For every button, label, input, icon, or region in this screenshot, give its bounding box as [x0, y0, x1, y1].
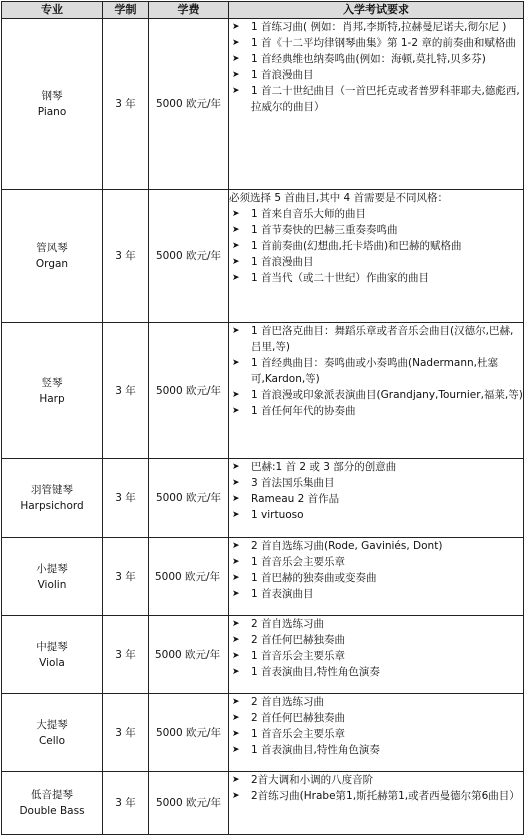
- major-name-en: Double Bass: [19, 805, 85, 817]
- requirement-text: 1 首音乐会主要乐章: [251, 650, 346, 662]
- arrow-bullet-icon: ➤: [232, 713, 240, 723]
- arrow-bullet-icon: ➤: [232, 541, 240, 551]
- requirement-item: [229, 387, 523, 403]
- major-name-en: Viola: [39, 656, 65, 669]
- requirement-item: [229, 206, 523, 222]
- requirement-text: 1 首《十二平均律钢琴曲集》第 1-2 章的前奏曲和赋格曲: [251, 37, 516, 49]
- fee-cell: 5000 欧元/年: [149, 694, 229, 772]
- requirement-text: Rameau 2 首作品: [251, 493, 340, 505]
- fee-cell: 5000 欧元/年: [149, 19, 229, 190]
- requirement-text: 1 首前奏曲(幻想曲,托卡塔曲)和巴赫的赋格曲: [251, 240, 462, 252]
- requirements-cell: [229, 694, 524, 772]
- requirement-item: [229, 507, 523, 523]
- major-cell: [2, 538, 103, 616]
- arrow-bullet-icon: ➤: [232, 745, 240, 755]
- major-name-zh: 竖琴: [41, 376, 63, 389]
- arrow-bullet-icon: ➤: [232, 38, 240, 48]
- arrow-bullet-icon: ➤: [232, 257, 240, 267]
- requirement-text: 2首大调和小调的八度音阶: [251, 774, 374, 786]
- arrow-bullet-icon: ➤: [232, 697, 240, 707]
- requirement-item: [229, 475, 523, 491]
- requirement-text: 2首练习曲(Hrabe第1,斯托赫第1,或者西曼德尔第6曲目）: [251, 790, 520, 802]
- requirement-item: [229, 238, 523, 254]
- requirement-text: 1 首浪漫曲目: [251, 69, 314, 81]
- major-cell: [2, 323, 103, 459]
- years-cell: 3 年: [103, 694, 149, 772]
- requirements-cell: [229, 19, 524, 190]
- arrow-bullet-icon: ➤: [232, 209, 240, 219]
- requirement-item: [229, 710, 523, 726]
- major-name-en: Cello: [38, 734, 66, 747]
- major-cell: [2, 616, 103, 694]
- arrow-bullet-icon: ➤: [232, 225, 240, 235]
- requirement-item: [229, 788, 523, 804]
- requirement-text: 1 首浪漫曲目: [251, 256, 314, 268]
- table-row: [2, 616, 524, 694]
- fee-cell: 5000 欧元/年: [149, 616, 229, 694]
- requirement-text: 1 首浪漫或印象派表演曲目(Grandjany,Tournier,福莱,等): [251, 389, 523, 401]
- arrow-bullet-icon: ➤: [232, 557, 240, 567]
- arrow-bullet-icon: ➤: [232, 273, 240, 283]
- requirement-text: 2 首自选练习曲: [251, 618, 325, 630]
- requirement-text: 1 首巴赫的独奏曲或变奏曲: [251, 572, 377, 584]
- requirement-text: 1 首来自音乐大师的曲目: [251, 208, 367, 220]
- major-name-en: Violin: [37, 578, 67, 591]
- requirement-text: 1 首经典维也纳奏鸣曲(例如：海顿,莫扎特,贝多芬): [251, 53, 486, 65]
- table-row: [2, 19, 524, 190]
- requirement-text: 1 首表演曲目: [251, 588, 314, 600]
- table-row: [2, 323, 524, 459]
- requirements-cell: [229, 190, 524, 323]
- requirement-text: 巴赫:1 首 2 或 3 部分的创意曲: [251, 461, 397, 473]
- table-row: [2, 190, 524, 323]
- arrow-bullet-icon: ➤: [232, 390, 240, 400]
- requirement-item: [229, 632, 523, 648]
- major-name-zh: 羽管键琴: [31, 484, 73, 496]
- years-cell: 3 年: [103, 19, 149, 190]
- arrow-bullet-icon: ➤: [232, 589, 240, 599]
- years-cell: 3 年: [103, 616, 149, 694]
- major-name-en: Organ: [35, 258, 69, 270]
- requirement-item: [229, 616, 523, 632]
- requirement-text: 2 首任何巴赫独奏曲: [251, 712, 346, 724]
- table-row: [2, 694, 524, 772]
- arrow-bullet-icon: ➤: [232, 651, 240, 661]
- major-name-en: Harp: [39, 392, 65, 405]
- requirement-item: [229, 538, 523, 554]
- arrow-bullet-icon: ➤: [232, 775, 240, 785]
- major-name-en: Harpsichord: [20, 500, 84, 512]
- requirement-text: 1 首巴洛克曲目：舞蹈乐章或者音乐会曲目(汉德尔,巴赫,吕里,等): [251, 325, 514, 353]
- arrow-bullet-icon: ➤: [232, 635, 240, 645]
- requirement-item: [229, 491, 523, 507]
- requirement-note: 必须选择 5 首曲目,其中 4 首需要是不同风格：: [229, 192, 449, 204]
- requirements-cell: [229, 459, 524, 538]
- requirement-item: [229, 694, 523, 710]
- requirement-text: 1 首二十世纪曲目（一首巴托克或者普罗科菲耶夫,德彪西,拉威尔的曲目）: [251, 85, 520, 113]
- requirements-cell: [229, 323, 524, 459]
- major-cell: [2, 459, 103, 538]
- requirement-text: 1 首任何年代的协奏曲: [251, 405, 356, 417]
- requirement-item: [229, 83, 523, 115]
- fee-cell: 5000 欧元/年: [149, 538, 229, 616]
- major-name-zh: 大提琴: [36, 718, 68, 731]
- major-name-zh: 管风琴: [36, 242, 68, 254]
- arrow-bullet-icon: ➤: [232, 510, 240, 520]
- requirement-item: [229, 35, 523, 51]
- requirement-item: [229, 323, 523, 355]
- requirement-item: [229, 51, 523, 67]
- arrow-bullet-icon: ➤: [232, 70, 240, 80]
- requirement-item: [229, 648, 523, 664]
- requirement-text: 1 首节奏快的巴赫三重奏奏鸣曲: [251, 224, 398, 236]
- arrow-bullet-icon: ➤: [232, 478, 240, 488]
- years-cell: 3 年: [103, 190, 149, 323]
- admission-requirements-table: [1, 1, 524, 835]
- arrow-bullet-icon: ➤: [232, 667, 240, 677]
- major-name-en: Piano: [37, 106, 67, 118]
- arrow-bullet-icon: ➤: [232, 358, 240, 368]
- requirement-text: 2 首任何巴赫独奏曲: [251, 634, 346, 646]
- requirement-item: [229, 355, 523, 387]
- requirement-text: 1 首音乐会主要乐章: [251, 728, 346, 740]
- requirement-item: [229, 554, 523, 570]
- arrow-bullet-icon: ➤: [232, 326, 240, 336]
- requirements-cell: [229, 616, 524, 694]
- table-row: [2, 459, 524, 538]
- fee-cell: 5000 欧元/年: [149, 772, 229, 835]
- arrow-bullet-icon: ➤: [232, 494, 240, 504]
- requirement-text: 1 首当代（或二十世纪）作曲家的曲目: [251, 272, 430, 284]
- arrow-bullet-icon: ➤: [232, 241, 240, 251]
- requirement-text: 2 首自选练习曲: [251, 696, 325, 708]
- header-requirements: 入学考试要求: [229, 2, 524, 19]
- years-cell: 3 年: [103, 538, 149, 616]
- fee-cell: 5000 欧元/年: [149, 323, 229, 459]
- requirement-text: 1 首表演曲目,特性角色演奏: [251, 744, 380, 756]
- years-cell: 3 年: [103, 772, 149, 835]
- major-cell: [2, 190, 103, 323]
- requirements-cell: [229, 772, 524, 835]
- requirement-text: 1 首表演曲目,特性角色演奏: [251, 666, 380, 678]
- requirement-text: 1 首经典曲目：奏鸣曲或小奏鸣曲(Nadermann,杜塞可,Kardon,等): [251, 357, 498, 385]
- major-cell: [2, 772, 103, 835]
- major-cell: [2, 694, 103, 772]
- header-major: 专业: [2, 2, 103, 19]
- arrow-bullet-icon: ➤: [232, 573, 240, 583]
- requirement-item: [229, 254, 523, 270]
- arrow-bullet-icon: ➤: [232, 86, 240, 96]
- arrow-bullet-icon: ➤: [232, 619, 240, 629]
- major-name-zh: 钢琴: [41, 90, 63, 102]
- arrow-bullet-icon: ➤: [232, 729, 240, 739]
- header-row: [2, 2, 524, 19]
- years-cell: 3 年: [103, 459, 149, 538]
- major-name-zh: 中提琴: [36, 640, 68, 653]
- requirement-text: 1 virtuoso: [251, 509, 304, 521]
- arrow-bullet-icon: ➤: [232, 22, 240, 32]
- requirement-item: [229, 270, 523, 286]
- requirement-item: [229, 742, 523, 758]
- table-body: [2, 19, 524, 835]
- requirement-item: [229, 459, 523, 475]
- header-fee: 学费: [149, 2, 229, 19]
- requirement-text: 3 首法国乐集曲目: [251, 477, 335, 489]
- requirement-text: 1 首音乐会主要乐章: [251, 556, 346, 568]
- fee-cell: 5000 欧元/年: [149, 459, 229, 538]
- arrow-bullet-icon: ➤: [232, 462, 240, 472]
- requirement-item: [229, 586, 523, 602]
- requirement-text: 1 首练习曲( 例如：肖邦,李斯特,拉赫曼尼诺夫,彻尔尼 ): [251, 21, 507, 33]
- requirement-item: [229, 19, 523, 35]
- header-years: 学制: [103, 2, 149, 19]
- table-row: [2, 538, 524, 616]
- requirements-cell: [229, 538, 524, 616]
- fee-cell: 5000 欧元/年: [149, 190, 229, 323]
- requirement-item: [229, 222, 523, 238]
- requirement-item: [229, 403, 523, 419]
- requirement-item: [229, 664, 523, 680]
- requirement-item: [229, 570, 523, 586]
- arrow-bullet-icon: ➤: [232, 406, 240, 416]
- requirement-item: [229, 772, 523, 788]
- major-name-zh: 小提琴: [36, 562, 68, 575]
- requirement-item: [229, 726, 523, 742]
- arrow-bullet-icon: ➤: [232, 54, 240, 64]
- arrow-bullet-icon: ➤: [232, 791, 240, 801]
- years-cell: 3 年: [103, 323, 149, 459]
- major-name-zh: 低音提琴: [31, 789, 73, 801]
- major-cell: [2, 19, 103, 190]
- requirement-item: [229, 67, 523, 83]
- table-row: [2, 772, 524, 835]
- requirement-text: 2 首自选练习曲(Rode, Gaviniés, Dont): [251, 540, 443, 552]
